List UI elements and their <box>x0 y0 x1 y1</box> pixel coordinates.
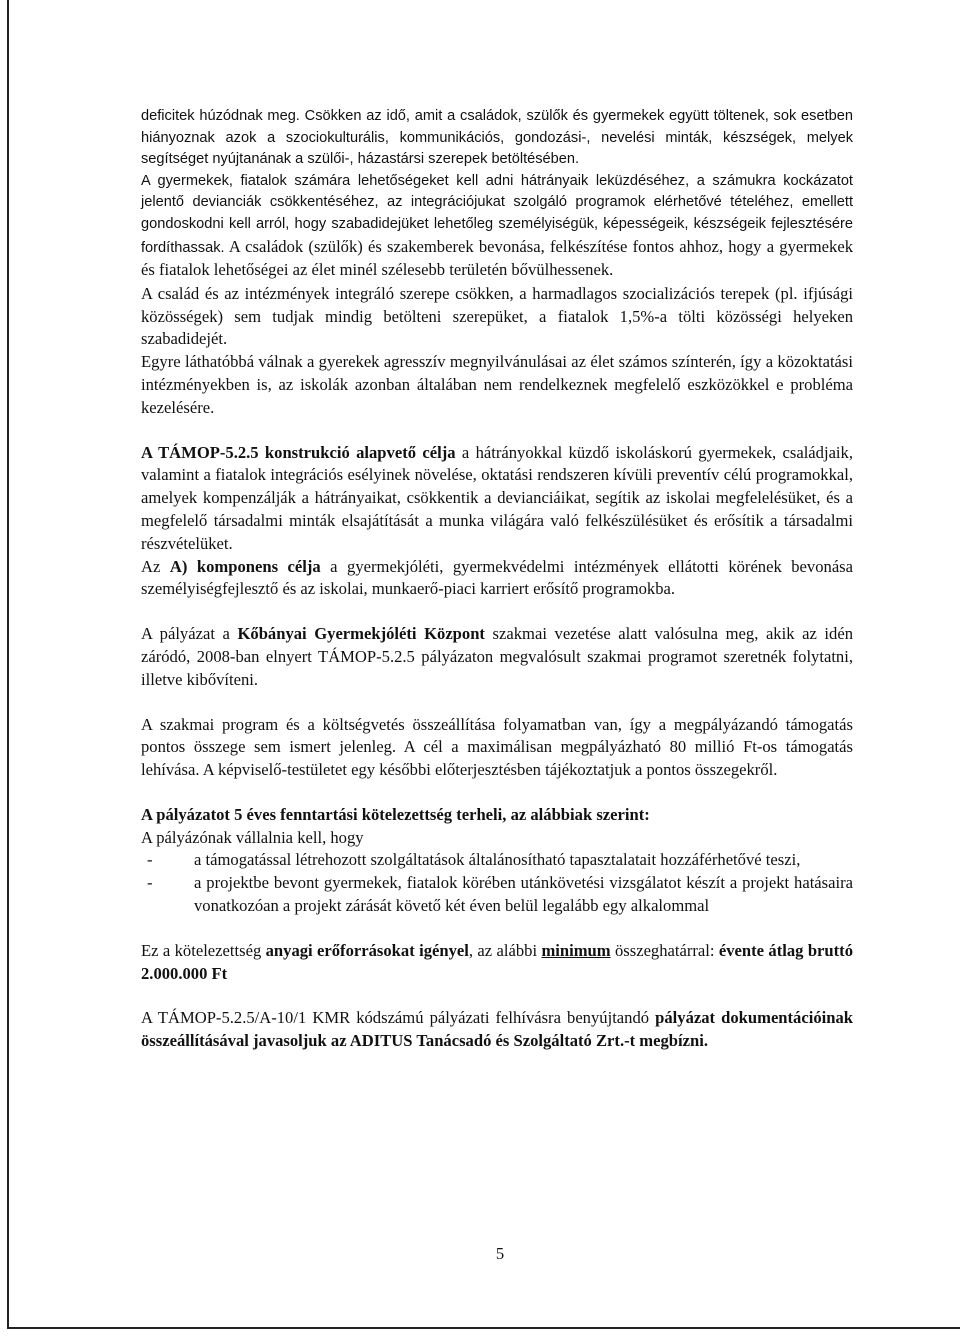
paragraph-opportunities-sans: A gyermekek, fiatalok számára lehetőségeket kell adni hátrányaik leküzdéséhez, a számukra kockázatot jelentő devianciák csökkentéséhez, az integrációjukat szolgáló programok elérhetővé tételéhez, emellett gondoskodni kell arról, hogy szabadidejüket lehetőleg személyiségük, képességeik, készségeik fejlesztésére fordíthassak. <box>141 172 853 256</box>
paragraph-opportunities <box>141 171 853 283</box>
kobanyai-bold: Kőbányai Gyermekjóléti Központ <box>237 624 485 644</box>
spacer <box>141 782 853 804</box>
resources-amount: évente átlag bruttó 2.000.000 Ft <box>141 940 853 983</box>
obligation-heading-bold: A pályázatot 5 éves fenntartási kötelezettség terheli, az alábbiak szerint: <box>141 804 650 824</box>
obligation-item <box>141 872 853 918</box>
paragraph-tamop-goal <box>141 442 853 556</box>
paragraph-aggression: Egyre láthatóbbá válnak a gyerekek agresszív megnyilvánulásai az élet számos színterén, így a közoktatási intézményekben is, az iskolák azonban általában nem rendelkeznek megfelelő eszközökkel e probléma kezelésére. <box>141 352 853 417</box>
obligation-item-text: a támogatással létrehozott szolgáltatások általánosítható tapasztalatait hozzáférhetővé teszi, <box>194 850 801 870</box>
resources-minimum: minimum <box>541 940 611 960</box>
spacer <box>141 420 853 442</box>
spacer <box>141 601 853 623</box>
spacer <box>141 692 853 714</box>
recommendation-t1: A TÁMOP-5.2.5/A-10/1 KMR kódszámú pályázati felhívásra benyújtandó <box>141 1008 656 1028</box>
paragraph-component-a <box>141 556 853 602</box>
document-page <box>141 106 853 1053</box>
scan-border-bottom <box>7 1327 960 1329</box>
obligation-item <box>141 849 853 872</box>
resources-t2: , az alábbi <box>468 940 542 960</box>
tamop-goal-text: a hátrányokkal küzdő iskoláskorú gyermekek, családjaik, valamint a fiatalok integrációs esélyinek növelése, oktatási rendszeren kívüli preventív célú programokkal, amelyek kompenzálják a hátrányaikat, csökkentik a devianciáikat, segítik az iskolai megfelelésüket, és a megfelelő társadalmi minták elsajátítását a munka világára való felkészülésüket és erősítik a társadalmi részvételüket. <box>141 442 853 553</box>
paragraph-budget: A szakmai program és a költségvetés összeállítása folyamatban van, így a megpályázandó támogatás pontos összege sem ismert jelenleg. A cél a maximálisan megpályázható 80 millió Ft-os támogatás lehívása. A képviselő-testületet egy későbbi előterjesztésben tájékoztatjuk a pontos összegekről. <box>141 714 853 780</box>
dash-bullet: - <box>147 873 153 893</box>
component-a-text: a gyermekjóléti, gyermekvédelmi intézmények ellátotti körének bevonása személyiségfejlesztő és az iskolai, munkaerő-piaci karriert erősítő programokba. <box>141 556 854 599</box>
obligation-list <box>141 849 853 917</box>
dash-bullet: - <box>147 850 153 870</box>
page-number: 5 <box>495 1244 505 1263</box>
tamop-goal-bold: A TÁMOP-5.2.5 konstrukció alapvető célja <box>141 442 456 462</box>
resources-t1: Ez a kötelezettség <box>141 940 266 960</box>
kobanyai-text: szakmai vezetése alatt valósulna meg, akik az idén záródó, 2008-ban elnyert TÁMOP-5.2.5 pályázaton megvalósult szakmai programot szeretnék folytatni, illetve kibővíteni. <box>141 624 853 689</box>
paragraph-deficit: deficitek húzódnak meg. Csökken az idő, amit a családok, szülők és gyermekek együtt töltenek, sok esetben hiányoznak azok a szociokulturális, kommunikációs, gondozási-, nevelési minták, készségek, melyek segítséget nyújtanának a szülői-, házastársi szerepek betöltésében. <box>141 108 853 168</box>
resources-b1: anyagi erőforrásokat igényel <box>265 940 469 960</box>
resources-t3: összeghatárral: <box>610 940 719 960</box>
obligation-heading <box>141 804 853 827</box>
component-a-bold: A) komponens célja <box>169 556 321 576</box>
component-a-pre: Az <box>141 556 170 576</box>
obligation-item-text: a projektbe bevont gyermekek, fiatalok körében utánkövetési vizsgálatot készít a projekt hatásaira vonatkozóan a projekt zárását követő két éven belül legalább egy alkalommal <box>194 873 853 916</box>
kobanyai-pre: A pályázat a <box>141 624 238 644</box>
obligation-intro: A pályázónak vállalnia kell, hogy <box>141 827 364 847</box>
paragraph-resources <box>141 940 853 986</box>
paragraph-families-tail: A családok (szülők) és szakemberek bevonása, felkészítése fontos ahhoz, hogy a gyermekek és fiatalok lehetőségei az élet minél szélesebb területén bővülhessenek. <box>141 236 853 280</box>
spacer <box>141 918 853 940</box>
paragraph-recommendation <box>141 1007 853 1053</box>
scan-border-left <box>7 0 9 1329</box>
spacer <box>141 985 853 1007</box>
paragraph-kobanyai <box>141 623 853 691</box>
recommendation-bold: pályázat dokumentációinak összeállításával javasoljuk az ADITUS Tanácsadó és Szolgáltató Zrt.-t megbízni. <box>141 1008 853 1051</box>
paragraph-integration: A család és az intézmények integráló szerepe csökken, a harmadlagos szocializációs terepek (pl. ifjúsági közösségek) sem tudjak mindig betölteni szerepüket, a fiatalok 1,5%-a tölti közösségi helyeken szabadidejét. <box>141 283 853 349</box>
